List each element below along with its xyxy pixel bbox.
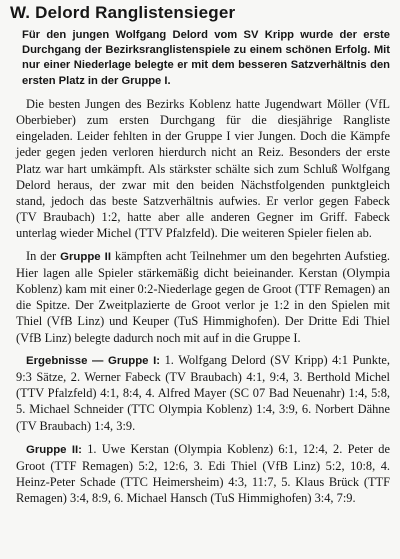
group-2-heading: Gruppe II <box>60 250 112 263</box>
results-group-1-label: Ergebnisse — Gruppe I: <box>26 354 161 367</box>
article-lead: Für den jungen Wolfgang Delord vom SV Kripp wurde der erste Durchgang der Bezirksranglistenspiele zu einem schönen Erfolg. Mit nur einer Niederlage belegte er mit dem besseren Satzverhältnis den ersten Platz in der Gruppe I. <box>22 29 390 87</box>
results-group-1 <box>16 352 390 434</box>
article-paragraph-1: Die besten Jungen des Bezirks Koblenz hatte Jugendwart Möller (VfL Oberbieber) zum ersten Durchgang für die diesjährige Rangliste eingeladen. Leider fehlten in der Gruppe I vier Jungen. Doch die Kämpfe jeder gegen jeden verloren hierdurch nicht an Reiz. Besonders der erste Platz war hart umkämpft. Als stärkster schälte sich zum Schluß Wolfgang Delord heraus, der zwar mit den beiden Nächstfolgenden punktgleich stand, jedoch das beste Satzverhältnis aufwies. Er verlor gegen Fabeck (TV Braubach) 1:2, hatte aber alle anderen Gegner im Griff. Fabeck unterlag wieder Michel (TTV Pfalzfeld). Die weiteren Spieler fielen ab. <box>16 96 390 241</box>
article-headline: W. Delord Ranglistensieger <box>10 3 236 22</box>
results-group-2-label: Gruppe II: <box>26 443 82 456</box>
results-group-1-text: 1. Wolfgang Delord (SV Kripp) 4:1 Punkte, 9:3 Sätze, 2. Werner Fabeck (TV Braubach) 4:1, 9:4, 3. Berthold Michel (TTV Pfalzfeld) 4:1, 8:4, 4. Alfred Mayer (SC 07 Bad Neuenahr) 1:4, 5:8, 5. Michael Schneider (TTC Olympia Koblenz) 1:4, 3:9, 6. Norbert Dähne (TV Braubach) 1:4, 3:9. <box>16 352 390 433</box>
article-paragraph-2 <box>16 248 390 346</box>
results-group-2 <box>16 441 390 507</box>
results-group-2-text: 1. Uwe Kerstan (Olympia Koblenz) 6:1, 12:4, 2. Peter de Groot (TTF Remagen) 5:2, 12:6, 3. Edi Thiel (VfB Linz) 5:2, 10:8, 4. Heinz-Peter Schade (TTC Heimersheim) 4:3, 11:7, 5. Klaus Brück (TTF Remagen) 3:4, 8:9, 6. Michael Hansch (TuS Himmighofen) 3:4, 7:9. <box>16 441 390 506</box>
paragraph-2-intro: In der <box>26 248 61 263</box>
paragraph-2-body: kämpften acht Teilnehmer um den begehrten Aufstieg. Hier lagen alle Spieler stärkemäßig dicht beieinander. Kerstan (Olympia Koblenz) kam mit einer 0:2-Niederlage gegen de Groot (TTF Remagen) an die Spitze. Der Zweitplazierte de Groot verlor je 1:2 in den Spielen mit Thiel (VfB Linz) und Keuper (TuS Himmighofen). Der Dritte Edi Thiel (VfB Linz) belegte dadurch noch mit auf in die Gruppe I. <box>16 248 391 345</box>
